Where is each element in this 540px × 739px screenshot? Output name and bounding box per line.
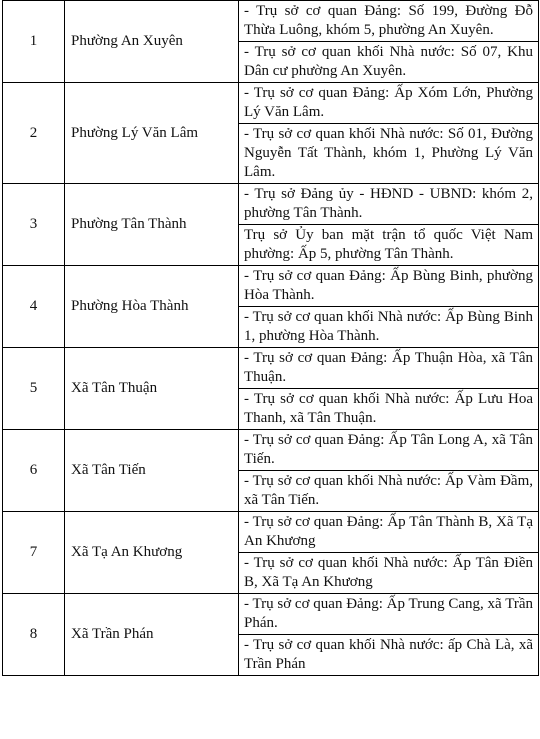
party-office-address: - Trụ sở cơ quan Đảng: Ấp Bùng Binh, phường Hòa Thành. [239, 266, 539, 307]
party-office-address: - Trụ sở cơ quan Đảng: Ấp Xóm Lớn, Phường Lý Văn Lâm. [239, 83, 539, 124]
row-number: 7 [3, 512, 65, 594]
table-row [3, 83, 539, 124]
table-row [3, 266, 539, 307]
state-office-address: - Trụ sở cơ quan khối Nhà nước: Số 01, Đường Nguyễn Tất Thành, khóm 1, Phường Lý Văn Lâm. [239, 124, 539, 184]
table-row [3, 512, 539, 553]
state-office-address: - Trụ sở cơ quan khối Nhà nước: ấp Chà Là, xã Trần Phán [239, 635, 539, 676]
party-office-address: - Trụ sở cơ quan Đảng: Ấp Trung Cang, xã Trần Phán. [239, 594, 539, 635]
state-office-address: - Trụ sở cơ quan khối Nhà nước: Ấp Lưu Hoa Thanh, xã Tân Thuận. [239, 389, 539, 430]
table-row [3, 348, 539, 389]
ward-name: Phường Hòa Thành [65, 266, 239, 348]
party-office-address: - Trụ sở Đảng ủy - HĐND - UBND: khóm 2, phường Tân Thành. [239, 184, 539, 225]
row-number: 5 [3, 348, 65, 430]
table-row [3, 1, 539, 42]
state-office-address: - Trụ sở cơ quan khối Nhà nước: Ấp Tân Điền B, Xã Tạ An Khương [239, 553, 539, 594]
row-number: 4 [3, 266, 65, 348]
row-number: 8 [3, 594, 65, 676]
state-office-address: - Trụ sở cơ quan khối Nhà nước: Ấp Vàm Đầm, xã Tân Tiến. [239, 471, 539, 512]
headquarters-table [2, 0, 539, 676]
ward-name: Xã Trần Phán [65, 594, 239, 676]
table-row [3, 594, 539, 635]
ward-name: Phường Lý Văn Lâm [65, 83, 239, 184]
ward-name: Xã Tạ An Khương [65, 512, 239, 594]
row-number: 3 [3, 184, 65, 266]
ward-name: Xã Tân Tiến [65, 430, 239, 512]
front-committee-address: Trụ sở Ủy ban mặt trận tổ quốc Việt Nam phường: Ấp 5, phường Tân Thành. [239, 225, 539, 266]
state-office-address: - Trụ sở cơ quan khối Nhà nước: Ấp Bùng Binh 1, phường Hòa Thành. [239, 307, 539, 348]
table-row [3, 430, 539, 471]
ward-name: Phường An Xuyên [65, 1, 239, 83]
state-office-address: - Trụ sở cơ quan khối Nhà nước: Số 07, Khu Dân cư phường An Xuyên. [239, 42, 539, 83]
row-number: 2 [3, 83, 65, 184]
row-number: 1 [3, 1, 65, 83]
party-office-address: - Trụ sở cơ quan Đảng: Ấp Tân Thành B, Xã Tạ An Khương [239, 512, 539, 553]
party-office-address: - Trụ sở cơ quan Đảng: Ấp Thuận Hòa, xã Tân Thuận. [239, 348, 539, 389]
party-office-address: - Trụ sở cơ quan Đảng: Ấp Tân Long A, xã Tân Tiến. [239, 430, 539, 471]
ward-name: Xã Tân Thuận [65, 348, 239, 430]
table-row [3, 184, 539, 225]
party-office-address: - Trụ sở cơ quan Đảng: Số 199, Đường Đỗ Thừa Luông, khóm 5, phường An Xuyên. [239, 1, 539, 42]
ward-name: Phường Tân Thành [65, 184, 239, 266]
row-number: 6 [3, 430, 65, 512]
